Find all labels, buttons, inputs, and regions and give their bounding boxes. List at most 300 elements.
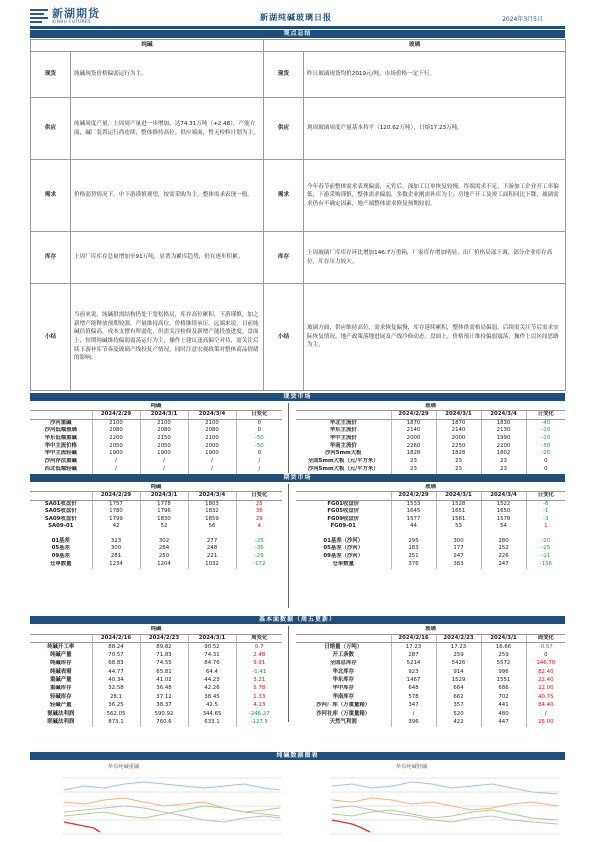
- fundamental-soda-table: [30, 626, 282, 727]
- row-label: 华南库存: [332, 693, 355, 700]
- chart-right-series-3: [332, 810, 558, 820]
- change-cell: 82.40: [526, 668, 565, 676]
- change-cell: 40.75: [526, 693, 565, 701]
- value-cell: 562.05: [92, 710, 140, 718]
- value-cell: 23: [436, 466, 481, 474]
- value-cell: 5426: [436, 660, 481, 668]
- value-cell: 44: [391, 523, 436, 537]
- value-cell: 251: [391, 553, 436, 561]
- change-cell: 2.48: [236, 651, 282, 659]
- change-cell: -10: [526, 435, 565, 443]
- value-cell: 302: [140, 537, 188, 545]
- row-label-summary: 小结: [31, 284, 71, 391]
- value-cell: 2050: [92, 442, 140, 450]
- value-cell: 74.31: [188, 651, 236, 659]
- row-label-demand-glass: 需求: [264, 160, 304, 232]
- value-cell: 2080: [188, 427, 236, 435]
- value-cell: 633.1: [188, 718, 236, 726]
- column-header: 2024/3/1: [140, 492, 188, 500]
- column-header: [30, 411, 92, 419]
- row-label: 华东主流价: [329, 427, 357, 434]
- column-header: [30, 492, 92, 500]
- table-row: [30, 419, 282, 427]
- change-cell: -21: [526, 553, 565, 561]
- value-cell: 259: [436, 651, 481, 659]
- value-cell: 259: [481, 651, 526, 659]
- change-cell: 84.40: [526, 702, 565, 710]
- logo-en: XINHU FUTURES: [52, 19, 92, 24]
- row-label: 沙河低端玻璃: [44, 427, 77, 434]
- table-row: [296, 693, 565, 701]
- row-label: FG01收盘价: [327, 500, 360, 507]
- table-row: [30, 450, 282, 458]
- value-cell: 53: [436, 523, 481, 537]
- table-row: [30, 702, 282, 710]
- column-header: 周变化: [236, 634, 282, 642]
- fundamental-glass-table: [296, 626, 565, 727]
- row-label: FG09-01: [330, 523, 356, 530]
- futures-section-bar: 期货市场: [30, 474, 565, 482]
- change-cell: -20: [526, 537, 565, 545]
- column-header: 日变化: [236, 411, 282, 419]
- row-label: 沙河社库（万重量箱）: [316, 710, 371, 717]
- column-header: 2024/2/16: [92, 634, 140, 642]
- value-cell: 281: [92, 553, 140, 561]
- row-label: 重碱产量: [49, 676, 72, 683]
- value-cell: 383: [436, 561, 481, 569]
- supply-glass-text: 现周玻璃周度产量基本持平（120.62万吨），日熔17.23万吨。: [304, 98, 566, 160]
- value-cell: 1830: [481, 419, 526, 427]
- value-cell: 1900: [92, 450, 140, 458]
- value-cell: 2100: [92, 419, 140, 427]
- table-row: [296, 419, 565, 427]
- row-label: 09基差（沙河）: [323, 553, 364, 560]
- change-cell: -0.57: [526, 643, 565, 651]
- column-header: 2024/2/29: [92, 492, 140, 500]
- change-cell: 0: [526, 466, 565, 474]
- inventory-soda-text: 上周厂库库存总量增加至91万吨，显著为累库趋势，仍在逐步积累。: [71, 232, 264, 284]
- row-label: 华中主流轻碱: [44, 450, 77, 457]
- value-cell: 1796: [140, 508, 188, 516]
- spot-soda-table: [30, 403, 282, 474]
- value-cell: 74.55: [140, 660, 188, 668]
- value-cell: 873.1: [92, 718, 140, 726]
- value-cell: 357: [436, 702, 481, 710]
- futures-right-title: 玻璃: [296, 484, 565, 492]
- value-cell: 5572: [481, 660, 526, 668]
- change-cell: -3: [526, 516, 565, 524]
- column-header: 2024/2/16: [391, 634, 436, 642]
- column-header: 2024/3/1: [188, 634, 236, 642]
- row-label: 轻碱产量: [49, 702, 72, 709]
- value-cell: 590.92: [140, 710, 188, 718]
- chart-right-series-5: [332, 820, 370, 832]
- table-row: [30, 693, 282, 701]
- column-header: 2024/3/1: [436, 411, 481, 419]
- value-cell: 2150: [140, 435, 188, 443]
- chart-left-series-1: [64, 782, 280, 790]
- row-label: 日熔量（万吨）: [324, 643, 363, 650]
- column-header: [30, 634, 92, 642]
- value-cell: 23: [391, 466, 436, 474]
- value-cell: 65.81: [140, 668, 188, 676]
- row-label: 全国总库存: [329, 660, 357, 667]
- value-cell: 520: [436, 710, 481, 718]
- value-cell: 441: [481, 702, 526, 710]
- row-label: 05基差: [51, 545, 70, 552]
- table-row: [30, 508, 282, 516]
- value-cell: 300: [92, 545, 140, 553]
- value-cell: 1581: [436, 516, 481, 524]
- value-cell: 1645: [391, 508, 436, 516]
- row-label: 华东低端重碱: [44, 434, 77, 441]
- spot-section-bar: 现货市场: [30, 393, 565, 401]
- table-row: [296, 500, 565, 508]
- value-cell: /: [92, 466, 140, 474]
- change-cell: 5.78: [236, 685, 282, 693]
- value-cell: 44.23: [188, 676, 236, 684]
- value-cell: 70.57: [92, 651, 140, 659]
- chart-right-series-4: [332, 806, 558, 824]
- charts-section-bar: 纯碱数据图表: [30, 752, 565, 760]
- table-row: [296, 643, 565, 651]
- value-cell: 1204: [140, 561, 188, 569]
- header-divider: [30, 26, 565, 29]
- change-cell: -50: [236, 442, 282, 450]
- value-cell: 578: [391, 693, 436, 701]
- table-row: [296, 676, 565, 684]
- table-row: [296, 523, 565, 537]
- value-cell: 1870: [391, 419, 436, 427]
- futures-soda-table: [30, 484, 282, 569]
- value-cell: 1828: [436, 450, 481, 458]
- value-cell: 1522: [481, 500, 526, 508]
- table-row: [296, 553, 565, 561]
- row-label: FG05收盘价: [327, 508, 360, 515]
- value-cell: 1870: [436, 419, 481, 427]
- change-cell: -172: [236, 561, 282, 569]
- value-cell: 1900: [140, 450, 188, 458]
- value-cell: 396: [391, 718, 436, 726]
- row-label: 纯碱产量: [49, 651, 72, 658]
- table-row: [30, 668, 282, 676]
- change-cell: -25: [526, 545, 565, 553]
- value-cell: 1529: [436, 676, 481, 684]
- change-cell: 0: [236, 427, 282, 435]
- row-label: 华中主流价格: [44, 442, 77, 449]
- table-row: [30, 660, 282, 668]
- change-cell: 9.91: [236, 660, 282, 668]
- value-cell: 760.6: [140, 718, 188, 726]
- row-label-demand: 需求: [31, 160, 71, 232]
- change-cell: -26: [526, 450, 565, 458]
- chart-left-title: 华东纯碱重碱: [108, 764, 140, 770]
- value-cell: 1578: [481, 516, 526, 524]
- table-row: [30, 718, 282, 726]
- table-row: [30, 676, 282, 684]
- table-row: [296, 651, 565, 659]
- table-row: [296, 718, 565, 726]
- change-cell: -1.41: [236, 668, 282, 676]
- change-cell: 3.21: [236, 676, 282, 684]
- chart-left-series-2: [64, 798, 280, 812]
- change-cell: 4.13: [236, 702, 282, 710]
- table-row: [296, 685, 565, 693]
- value-cell: 914: [436, 668, 481, 676]
- value-cell: 5214: [391, 660, 436, 668]
- fundamental-left-title: 纯碱: [30, 626, 282, 634]
- value-cell: 1551: [481, 676, 526, 684]
- change-cell: 4: [236, 523, 282, 537]
- change-cell: 1.33: [236, 693, 282, 701]
- column-header: 周变化: [526, 634, 565, 642]
- table-row: [296, 435, 565, 443]
- change-cell: /: [526, 710, 565, 718]
- value-cell: 36.48: [140, 685, 188, 693]
- row-label: 开工条数: [332, 651, 355, 658]
- logo-icon: [30, 8, 48, 24]
- change-cell: -246.27: [236, 710, 282, 718]
- column-header: 2024/3/1: [140, 411, 188, 419]
- table-row: [30, 516, 282, 524]
- table-row: [30, 651, 282, 659]
- value-cell: 84.76: [188, 660, 236, 668]
- column-header: 2024/3/4: [188, 492, 236, 500]
- column-header: [296, 492, 391, 500]
- value-cell: /: [391, 710, 436, 718]
- row-label: 华北主流价: [329, 419, 357, 426]
- table-row: [30, 500, 282, 508]
- value-cell: 323: [92, 537, 140, 545]
- change-cell: 22.40: [526, 676, 565, 684]
- report-date: 2024年3月5日: [502, 16, 543, 23]
- row-label: 仓单数量: [49, 561, 72, 568]
- row-label: 沙河5mm大板（元/平方米）: [307, 466, 379, 473]
- change-cell: 0: [526, 651, 565, 659]
- row-label: 纯碱开工率: [47, 643, 75, 650]
- change-cell: -6: [526, 500, 565, 508]
- value-cell: 16.66: [481, 643, 526, 651]
- row-label: 沙河5mm大板: [324, 450, 362, 457]
- value-cell: /: [140, 458, 188, 466]
- value-cell: 347: [391, 702, 436, 710]
- value-cell: 23: [436, 458, 481, 466]
- value-cell: 183: [391, 545, 436, 553]
- column-header: 日变化: [526, 411, 565, 419]
- value-cell: 287: [391, 651, 436, 659]
- row-label: 沙河浮法重碱: [44, 458, 77, 465]
- value-cell: 2100: [188, 435, 236, 443]
- value-cell: 2100: [188, 419, 236, 427]
- change-cell: 1: [526, 523, 565, 537]
- chart-right-series-2: [332, 798, 558, 810]
- table-row: [296, 660, 565, 668]
- change-cell: -10: [526, 427, 565, 435]
- viewpoint-right-header: 玻璃: [264, 40, 566, 52]
- row-label: SA05收盘价: [44, 508, 77, 515]
- row-label: 沙河重碱: [49, 419, 72, 426]
- value-cell: 1234: [92, 561, 140, 569]
- chart-right-title: 华东纯碱轻碱: [396, 764, 428, 770]
- fundamental-section-bar: 基本面数据（周五更新）: [30, 616, 565, 624]
- chart-left-series-3: [64, 806, 280, 818]
- value-cell: 1032: [188, 561, 236, 569]
- value-cell: 2140: [436, 427, 481, 435]
- value-cell: 664: [436, 685, 481, 693]
- spot-glass-table: [296, 403, 565, 474]
- value-cell: 42.5: [188, 702, 236, 710]
- value-cell: 38.37: [140, 702, 188, 710]
- value-cell: 280: [481, 537, 526, 545]
- row-label: 华中库存: [332, 685, 355, 692]
- change-cell: -50: [236, 435, 282, 443]
- value-cell: 686: [481, 685, 526, 693]
- row-label-inventory-glass: 库存: [264, 232, 304, 284]
- value-cell: 1859: [188, 516, 236, 524]
- table-row: [296, 516, 565, 524]
- row-label: 09基差: [51, 553, 70, 560]
- viewpoint-table: [30, 39, 566, 391]
- chart-left-axis: [62, 778, 282, 834]
- value-cell: 996: [481, 668, 526, 676]
- value-cell: 88.24: [92, 643, 140, 651]
- value-cell: /: [140, 466, 188, 474]
- logo-cn: 新湖期货: [52, 7, 100, 20]
- row-label-spot-glass: 现货: [264, 52, 304, 98]
- value-cell: 1651: [436, 508, 481, 516]
- futures-divider: [288, 484, 289, 608]
- chart-right-soda-light: [312, 772, 562, 838]
- value-cell: 56: [188, 523, 236, 537]
- table-row: [30, 685, 282, 693]
- row-label: 西北低端轻碱: [44, 466, 77, 473]
- column-header: 2024/2/29: [391, 411, 436, 419]
- value-cell: 1828: [391, 450, 436, 458]
- value-cell: 923: [391, 668, 436, 676]
- futures-left-title: 纯碱: [30, 484, 282, 492]
- row-label: 沙河厂库（万重量箱）: [316, 702, 371, 709]
- chart-left-soda-heavy: [44, 772, 284, 838]
- chart-left-series-4: [64, 806, 280, 822]
- summary-soda-text: 当前来说，纯碱供需结构仍处于宽松格局，库存高位累积，下游谨慎，加之新增产能释放预期较强，产量维持高位，价格继续承压。远端来说，目前纯碱估值偏高，成本支撑有所弱化，但需关注检修及新增产能投放进度。盘面上，短期纯碱维持偏弱震荡运行为主，操作上建议逢高偏空对待，需关注后续下游补库节奏及玻璃产线投复产情况，同时注意宏观政策对整体商品情绪的影响。: [71, 284, 264, 391]
- row-label-supply-glass: 供应: [264, 98, 304, 160]
- value-cell: 64.4: [188, 668, 236, 676]
- row-label: 全国5mm大板（元/平方米）: [307, 458, 379, 465]
- value-cell: 344.65: [188, 710, 236, 718]
- value-cell: 2200: [92, 435, 140, 443]
- change-cell: -1: [526, 508, 565, 516]
- value-cell: 702: [481, 693, 526, 701]
- inventory-glass-text: 上周玻璃厂库库存环比增加146.7万重箱，厂家库存增加明显，出厂价格局部下调，部分企业库存高位，库存压力较大。: [304, 232, 566, 284]
- value-cell: 480: [481, 710, 526, 718]
- table-row: [296, 450, 565, 458]
- column-header: 2024/3/4: [481, 492, 526, 500]
- value-cell: 1528: [436, 500, 481, 508]
- report-title: 新湖纯碱玻璃日报: [260, 13, 332, 22]
- row-label: 联碱法利润: [47, 718, 75, 725]
- row-label-supply: 供应: [31, 98, 71, 160]
- change-cell: -36: [236, 545, 282, 553]
- change-cell: -40: [526, 419, 565, 427]
- value-cell: 71.83: [140, 651, 188, 659]
- value-cell: 300: [436, 537, 481, 545]
- change-cell: 36: [236, 508, 282, 516]
- table-row: [296, 702, 565, 710]
- column-header: 2024/3/4: [188, 411, 236, 419]
- fundamental-divider: [288, 626, 289, 722]
- column-header: 2024/2/29: [391, 492, 436, 500]
- change-cell: 0: [236, 450, 282, 458]
- table-row: [30, 553, 282, 561]
- value-cell: 40.34: [92, 676, 140, 684]
- chart-left-series-5: [64, 822, 100, 832]
- column-header: 2024/2/23: [436, 634, 481, 642]
- value-cell: 376: [391, 561, 436, 569]
- company-logo: [30, 6, 100, 26]
- value-cell: 38.45: [188, 693, 236, 701]
- table-row: [30, 435, 282, 443]
- spot-divider: [288, 403, 289, 473]
- value-cell: 2130: [481, 427, 526, 435]
- value-cell: 422: [436, 718, 481, 726]
- value-cell: 2200: [481, 442, 526, 450]
- change-cell: -50: [526, 442, 565, 450]
- value-cell: 52: [140, 523, 188, 537]
- value-cell: 89.82: [140, 643, 188, 651]
- table-row: [30, 561, 282, 569]
- row-label: 纯碱库存: [49, 660, 72, 667]
- row-label: FG09收盘价: [327, 515, 360, 522]
- change-cell: 25: [236, 500, 282, 508]
- column-header: 日变化: [236, 492, 282, 500]
- value-cell: 23: [391, 458, 436, 466]
- table-row: [30, 537, 282, 545]
- value-cell: 221: [188, 553, 236, 561]
- value-cell: 17.23: [391, 643, 436, 651]
- value-cell: 247: [481, 561, 526, 569]
- value-cell: 2000: [188, 442, 236, 450]
- value-cell: 248: [188, 545, 236, 553]
- table-row: [296, 668, 565, 676]
- value-cell: 1803: [188, 500, 236, 508]
- row-label: 华东库存: [332, 676, 355, 683]
- value-cell: 90.52: [188, 643, 236, 651]
- row-label: 重碱库存: [49, 685, 72, 692]
- table-row: [296, 442, 565, 450]
- row-label: SA09收盘价: [44, 515, 77, 522]
- value-cell: 2050: [140, 442, 188, 450]
- value-cell: 1533: [391, 500, 436, 508]
- row-label: 仓单数量: [332, 561, 355, 568]
- table-row: [296, 545, 565, 553]
- value-cell: 1830: [140, 516, 188, 524]
- row-label: 05基差（沙河）: [323, 545, 364, 552]
- row-label: 01基差（沙河）: [323, 537, 364, 544]
- value-cell: 42: [92, 523, 140, 537]
- table-row: [296, 537, 565, 545]
- value-cell: 1780: [92, 508, 140, 516]
- value-cell: 36.25: [92, 702, 140, 710]
- value-cell: 1832: [188, 508, 236, 516]
- value-cell: 28.1: [92, 693, 140, 701]
- column-header: 2024/3/4: [481, 411, 526, 419]
- futures-glass-table: [296, 484, 565, 569]
- change-cell: 22.00: [526, 685, 565, 693]
- value-cell: 68.83: [92, 660, 140, 668]
- row-label: 华北库存: [332, 668, 355, 675]
- demand-soda-text: 价格弱势情况下，中下游谨慎观望，按需采购为主，整体需求表现一般。: [71, 160, 264, 232]
- column-header: 日变化: [526, 492, 565, 500]
